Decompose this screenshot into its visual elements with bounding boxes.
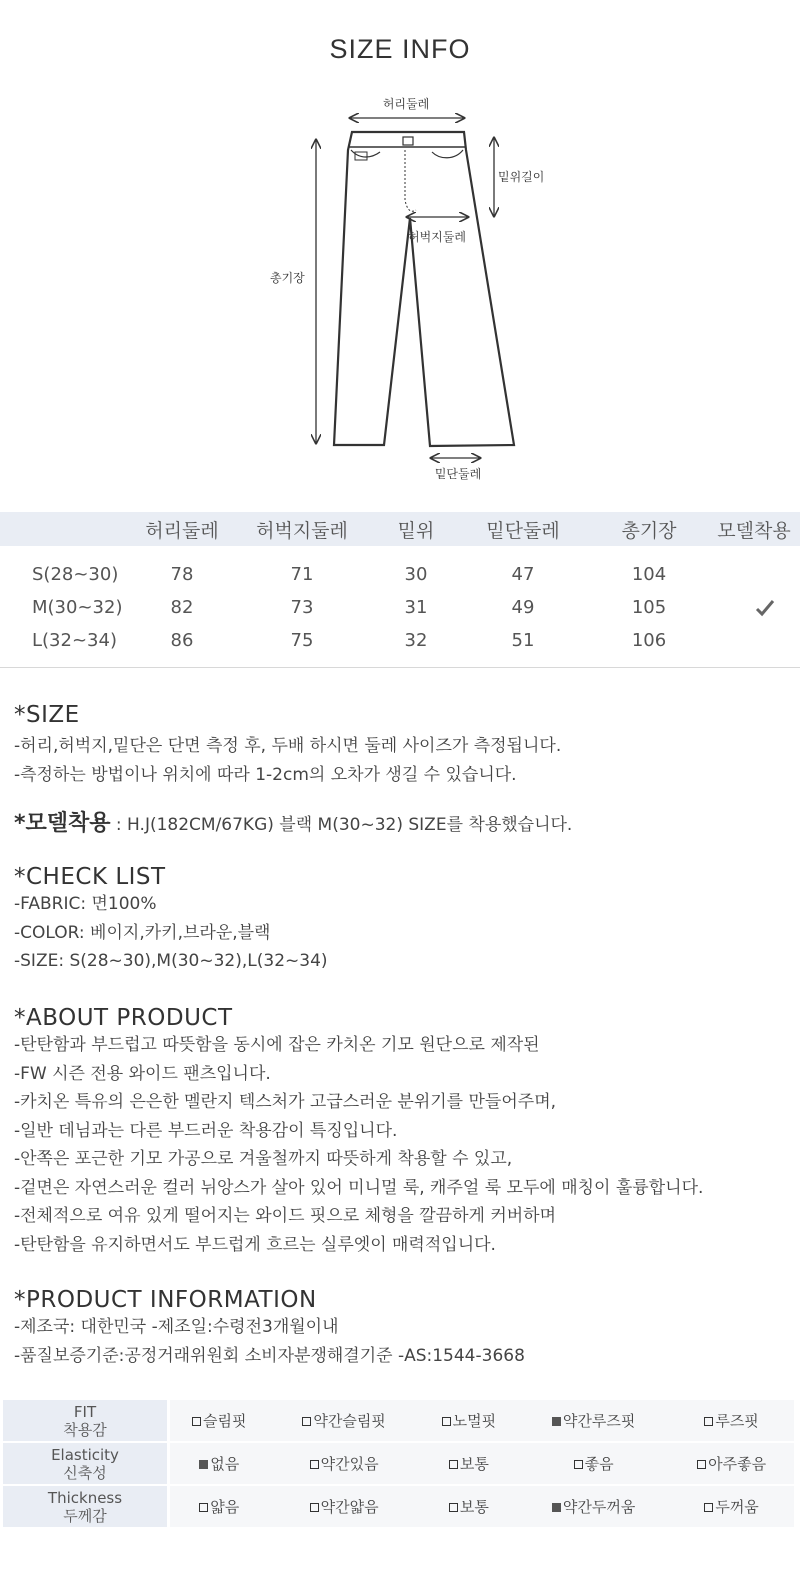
table-cell: 105 — [631, 597, 667, 618]
table-cell: 49 — [511, 597, 535, 618]
option-cell — [669, 1486, 794, 1529]
empty-box-icon — [199, 1503, 208, 1512]
section-heading: *CHECK LIST — [14, 864, 166, 890]
attribute-label-en: FIT — [73, 1402, 97, 1421]
option-cell — [170, 1443, 269, 1486]
option-cell — [420, 1486, 519, 1529]
size-label: L(32~34) — [32, 630, 117, 651]
fit-table-row — [3, 1443, 794, 1486]
option-label: 약간루즈핏 — [562, 1412, 636, 1430]
table-cell: 71 — [290, 564, 314, 585]
table-cell: 31 — [404, 597, 428, 618]
header-cell: 밑단둘레 — [486, 519, 560, 542]
model-text: : H.J(182CM/67KG) 블랙 M(30~32) SIZE를 착용했습니다. — [110, 815, 573, 835]
label-hem: 밑단둘레 — [434, 467, 482, 481]
about-line: -일반 데님과는 다른 부드러운 착용감이 특징입니다. — [14, 1120, 398, 1141]
table-cell: 104 — [631, 564, 667, 585]
option-label: 노멀핏 — [452, 1412, 497, 1430]
product-info-section — [14, 1287, 794, 1370]
empty-box-icon — [697, 1460, 706, 1469]
table-cell: 86 — [170, 630, 194, 651]
option-label: 아주좋음 — [708, 1455, 767, 1473]
table-cell: 82 — [170, 597, 194, 618]
header-cell: 허벅지둘레 — [256, 519, 348, 542]
product-info-line: -품질보증기준:공정거래위원회 소비자분쟁해결기준 -AS:1544-3668 — [14, 1345, 525, 1366]
model-label: *모델착용 — [14, 811, 111, 836]
table-cell: 51 — [511, 630, 535, 651]
table-row — [0, 558, 800, 591]
option-label: 약간얇음 — [320, 1498, 379, 1516]
attribute-label-en: Thickness — [47, 1488, 123, 1507]
option-cell — [518, 1443, 669, 1486]
empty-box-icon — [302, 1417, 311, 1426]
check-list-section — [14, 864, 794, 976]
table-cell: 78 — [170, 564, 194, 585]
table-row — [0, 591, 800, 624]
size-table-header — [0, 512, 800, 546]
check-list-line: -COLOR: 베이지,카키,브라운,블랙 — [14, 922, 271, 943]
about-line: -겉면은 자연스러운 컬러 뉘앙스가 살아 있어 미니멀 룩, 캐주얼 룩 모두에 매칭이 훌륭합니다. — [14, 1177, 704, 1198]
about-line: -카치온 특유의 은은한 멜란지 텍스처가 고급스러운 분위기를 만들어주며, — [14, 1092, 557, 1112]
size-note-line: -허리,허벅지,밑단은 단면 측정 후, 두배 하시면 둘레 사이즈가 측정됩니다. — [14, 736, 562, 756]
empty-box-icon — [574, 1460, 583, 1469]
header-cell: 총기장 — [621, 519, 677, 542]
fit-table-row — [3, 1486, 794, 1529]
about-line: -FW 시즌 전용 와이드 팬츠입니다. — [14, 1063, 271, 1084]
label-rise: 밑위길이 — [498, 170, 545, 184]
option-cell — [170, 1486, 269, 1529]
empty-box-icon — [442, 1417, 451, 1426]
attribute-label — [3, 1400, 170, 1443]
empty-box-icon — [310, 1503, 319, 1512]
option-label: 좋음 — [584, 1455, 614, 1473]
option-label: 얇음 — [210, 1498, 240, 1516]
label-waist: 허리둘레 — [382, 97, 430, 111]
about-line: -탄탄함을 유지하면서도 부드럽게 흐르는 실루엣이 매력적입니다. — [14, 1234, 496, 1255]
option-label: 슬림핏 — [203, 1412, 247, 1430]
attribute-label-ko: 착용감 — [63, 1420, 107, 1439]
empty-box-icon — [192, 1417, 201, 1426]
checked-box-icon — [199, 1460, 208, 1469]
check-list-line: -SIZE: S(28~30),M(30~32),L(32~34) — [14, 951, 328, 971]
table-cell: 106 — [631, 630, 667, 651]
table-cell: 30 — [404, 564, 428, 585]
empty-box-icon — [704, 1417, 713, 1426]
table-cell: 75 — [290, 630, 314, 651]
option-label: 보통 — [459, 1455, 489, 1473]
model-info — [14, 806, 794, 837]
pants-size-diagram — [0, 90, 800, 490]
table-cell: 47 — [511, 564, 535, 585]
empty-box-icon — [310, 1460, 319, 1469]
option-cell — [269, 1400, 420, 1443]
size-label: M(30~32) — [32, 597, 123, 618]
empty-box-icon — [449, 1503, 458, 1512]
section-heading: *SIZE — [14, 702, 80, 728]
option-cell — [420, 1400, 519, 1443]
size-notes-section — [14, 702, 794, 789]
header-cell: 밑위 — [397, 519, 435, 542]
option-cell — [170, 1400, 269, 1443]
option-label: 약간슬림핏 — [313, 1412, 386, 1430]
attribute-label — [3, 1486, 170, 1529]
section-heading: *PRODUCT INFORMATION — [14, 1287, 317, 1313]
empty-box-icon — [704, 1503, 713, 1512]
attribute-label-en: Elasticity — [51, 1445, 119, 1464]
product-info-line: -제조국: 대한민국 -제조일:수령전3개월이내 — [14, 1317, 339, 1337]
fit-table — [3, 1400, 794, 1529]
option-label: 약간있음 — [320, 1455, 379, 1473]
size-table — [0, 512, 800, 668]
table-cell: 73 — [290, 597, 314, 618]
pants-outline — [334, 132, 514, 446]
fit-table-row — [3, 1400, 794, 1443]
size-note-line: -측정하는 방법이나 위치에 따라 1-2cm의 오차가 생길 수 있습니다. — [14, 764, 517, 785]
about-product-section — [14, 1005, 794, 1259]
model-cell — [708, 597, 800, 618]
page-title: SIZE INFO — [329, 34, 471, 64]
table-cell: 32 — [404, 630, 428, 651]
header-cell: 모델착용 — [717, 519, 791, 542]
size-label: S(28~30) — [32, 564, 119, 585]
header-cell: 허리둘레 — [145, 519, 219, 542]
option-label: 두꺼움 — [715, 1498, 759, 1516]
attribute-label-ko: 신축성 — [63, 1463, 107, 1482]
section-heading: *ABOUT PRODUCT — [14, 1005, 233, 1031]
option-label: 약간두꺼움 — [562, 1498, 636, 1516]
option-label: 루즈핏 — [715, 1412, 759, 1430]
option-cell — [269, 1443, 420, 1486]
option-cell — [420, 1443, 519, 1486]
checked-box-icon — [552, 1503, 561, 1512]
empty-box-icon — [449, 1460, 458, 1469]
table-row — [0, 624, 800, 657]
option-cell — [518, 1400, 669, 1443]
about-line: -전체적으로 여유 있게 떨어지는 와이드 핏으로 체형을 깔끔하게 커버하며 — [14, 1206, 557, 1226]
check-icon — [755, 599, 775, 617]
label-length: 총기장 — [270, 271, 305, 285]
option-cell — [269, 1486, 420, 1529]
check-list-line: -FABRIC: 면100% — [14, 894, 157, 914]
attribute-label — [3, 1443, 170, 1486]
about-line: -안쪽은 포근한 기모 가공으로 겨울철까지 따뜻하게 착용할 수 있고, — [14, 1149, 513, 1169]
option-label: 보통 — [459, 1498, 489, 1516]
about-line: -탄탄함과 부드럽고 따뜻함을 동시에 잡은 카치온 기모 원단으로 제작된 — [14, 1035, 540, 1055]
option-cell — [669, 1443, 794, 1486]
option-cell — [518, 1486, 669, 1529]
label-thigh: 허벅지둘레 — [408, 230, 466, 244]
checked-box-icon — [552, 1417, 561, 1426]
attribute-label-ko: 두께감 — [63, 1506, 107, 1525]
option-label: 없음 — [210, 1455, 240, 1473]
option-cell — [669, 1400, 794, 1443]
